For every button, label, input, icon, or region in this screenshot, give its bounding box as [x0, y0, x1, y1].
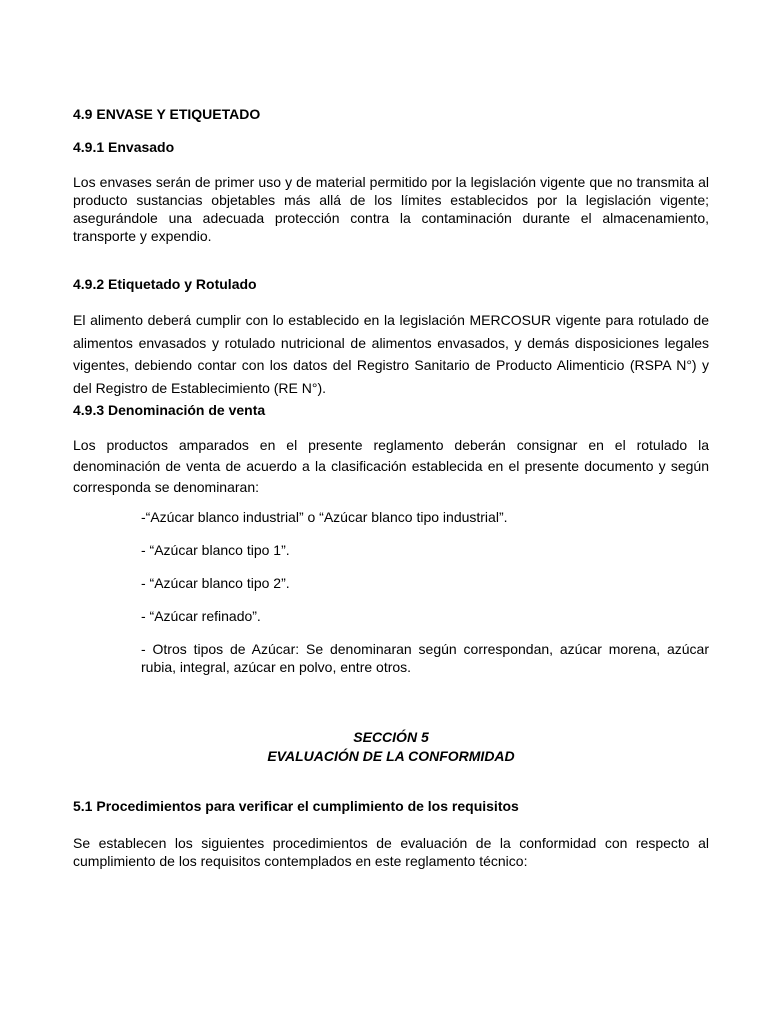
heading-4-9-2: 4.9.2 Etiquetado y Rotulado [73, 276, 257, 292]
heading-4-9-3: 4.9.3 Denominación de venta [73, 402, 266, 418]
heading-4-9: 4.9 ENVASE Y ETIQUETADO [73, 106, 261, 122]
paragraph-denominacion: Los productos amparados en el presente reglamento deberán consignar en el rotulado la denominación de venta de acuerdo a la clasificación establecida en el presente documento y según corresponda se denominaran: [73, 437, 709, 495]
list-item: -“Azúcar blanco industrial” o “Azúcar blanco tipo industrial”. [141, 509, 508, 525]
list-item: - “Azúcar refinado”. [141, 608, 261, 624]
paragraph-procedimientos: Se establecen los siguientes procedimientos de evaluación de la conformidad con respecto al cumplimiento de los requisitos contemplados en este reglamento técnico: [73, 835, 709, 869]
heading-4-9-1: 4.9.1 Envasado [73, 139, 175, 155]
section-5-name: EVALUACIÓN DE LA CONFORMIDAD [267, 748, 515, 764]
list-item: - “Azúcar blanco tipo 2”. [141, 575, 290, 591]
section-5-number: SECCIÓN 5 [353, 729, 429, 745]
paragraph-etiquetado: El alimento deberá cumplir con lo establecido en la legislación MERCOSUR vigente para rotulado de alimentos envasados y rotulado nutricional de alimentos envasados, y demás disposiciones legales vigentes, debiendo contar con los datos del Registro Sanitario de Producto Alimenticio (RSPA N°) y del Registro de Establecimiento (RE N°). [73, 312, 709, 396]
paragraph-envasado: Los envases serán de primer uso y de material permitido por la legislación vigente que no transmita al producto sustancias objetables más allá de los límites establecidos por la legislación vigente; asegurándole una adecuada protección contra la contaminación durante el almacenamiento, transporte y expendio. [73, 174, 709, 244]
list-item: - “Azúcar blanco tipo 1”. [141, 542, 290, 558]
heading-5-1: 5.1 Procedimientos para verificar el cumplimiento de los requisitos [73, 798, 519, 814]
list-item: - Otros tipos de Azúcar: Se denominaran según correspondan, azúcar morena, azúcar rubia, integral, azúcar en polvo, entre otros. [141, 641, 709, 675]
section-5-title [73, 728, 709, 766]
